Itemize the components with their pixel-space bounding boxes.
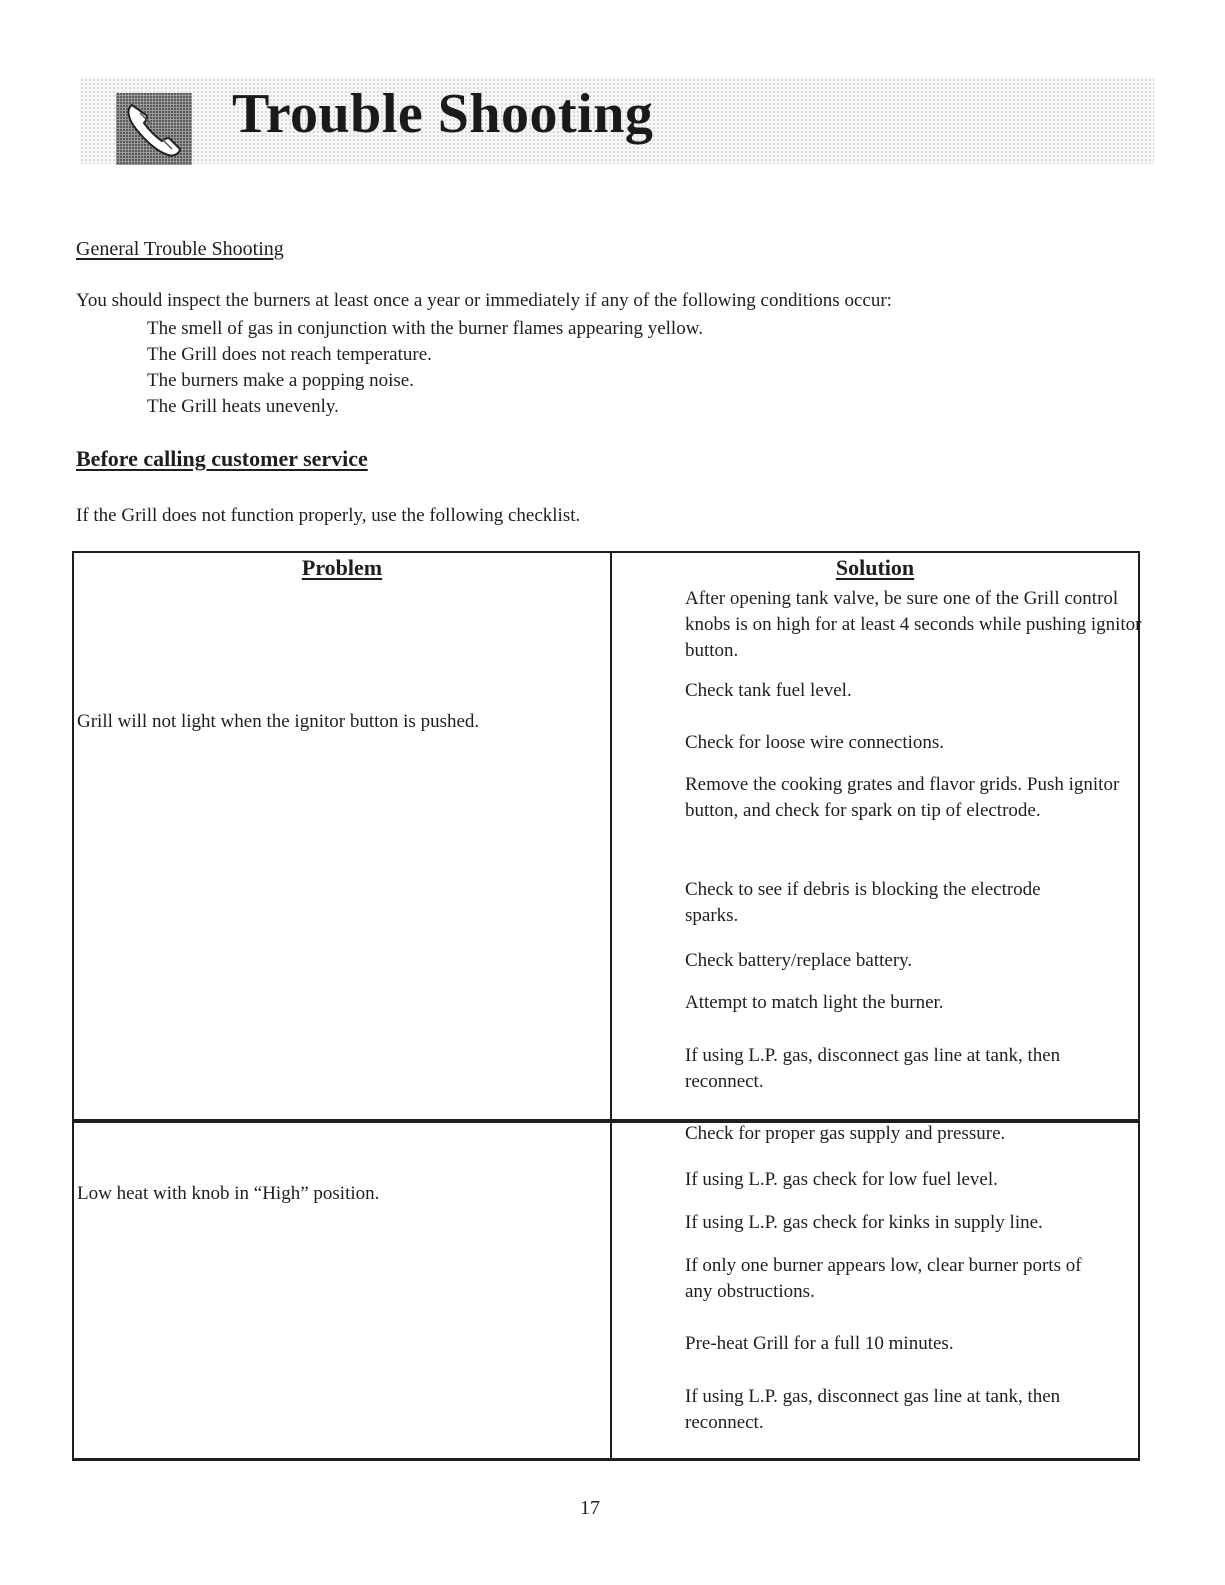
- problem-cell: Low heat with knob in “High” position.: [77, 1183, 380, 1204]
- troubleshooting-table: [72, 551, 1140, 1461]
- condition-item: The smell of gas in conjunction with the burner flames appearing yellow.: [147, 318, 703, 339]
- general-heading: General Trouble Shooting: [76, 238, 284, 260]
- solution-item: If using L.P. gas check for low fuel level.: [685, 1169, 998, 1190]
- solution-item: If using L.P. gas, disconnect gas line at tank, then reconnect.: [685, 1045, 1061, 1092]
- condition-item: The burners make a popping noise.: [147, 370, 414, 391]
- solution-item: Check for loose wire connections.: [685, 732, 945, 753]
- before-heading: Before calling customer service: [76, 446, 368, 471]
- solution-item: Pre-heat Grill for a full 10 minutes.: [685, 1333, 954, 1354]
- solution-item: If using L.P. gas, disconnect gas line at tank, then reconnect.: [685, 1386, 1061, 1433]
- solution-item: After opening tank valve, be sure one of the Grill control knobs is on high for at least 4 seconds while pushing ignitor button.: [685, 588, 1142, 661]
- solution-item: Check battery/replace battery.: [685, 950, 913, 971]
- solution-item: If using L.P. gas check for kinks in supply line.: [685, 1212, 1043, 1233]
- column-divider: [610, 553, 612, 1458]
- problem-cell: Grill will not light when the ignitor button is pushed.: [77, 711, 480, 732]
- condition-item: The Grill does not reach temperature.: [147, 344, 432, 365]
- solution-item: Check for proper gas supply and pressure.: [685, 1123, 1006, 1144]
- page-number: 17: [580, 1497, 600, 1519]
- solution-item: Check to see if debris is blocking the electrode sparks.: [685, 879, 1041, 926]
- problem-header: Problem: [301, 555, 383, 580]
- solution-header: Solution: [835, 555, 915, 580]
- solution-item: Remove the cooking grates and flavor grids. Push ignitor button, and check for spark on tip of electrode.: [685, 774, 1120, 821]
- general-intro: You should inspect the burners at least once a year or immediately if any of the following conditions occur:: [76, 290, 892, 311]
- page-title: Trouble Shooting: [232, 83, 654, 145]
- solution-item: If only one burner appears low, clear burner ports of any obstructions.: [685, 1255, 1082, 1302]
- checklist-intro: If the Grill does not function properly, use the following checklist.: [76, 505, 581, 526]
- telephone-icon: [116, 93, 192, 165]
- solution-item: Attempt to match light the burner.: [685, 992, 944, 1013]
- solution-item: Check tank fuel level.: [685, 680, 852, 701]
- condition-item: The Grill heats unevenly.: [147, 396, 339, 417]
